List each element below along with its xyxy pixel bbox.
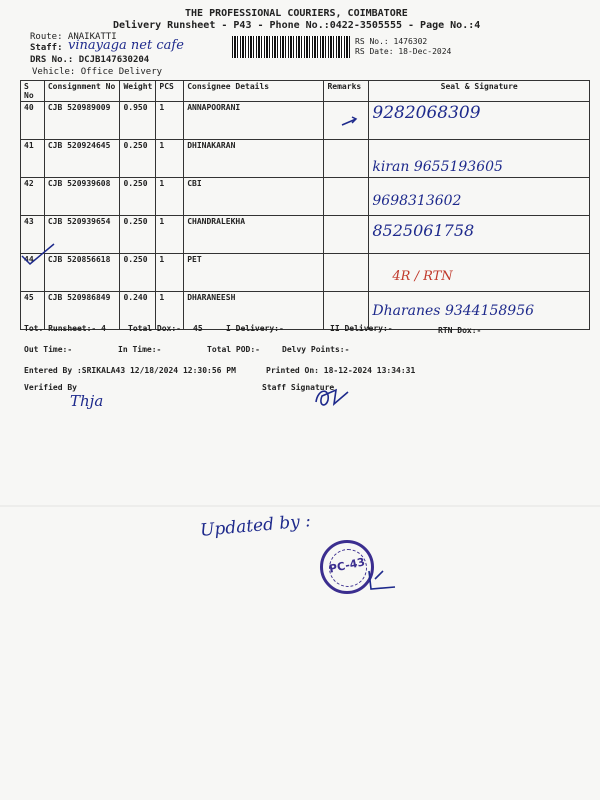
row-weight: 0.250 <box>120 254 156 292</box>
runsheet-table <box>20 80 590 330</box>
row-remarks <box>324 254 369 292</box>
row-sno: 44 <box>21 254 45 292</box>
row-consignee: CBI <box>184 178 324 216</box>
row-consignment: CJB 520986849 <box>44 292 120 330</box>
col-remarks: Remarks <box>324 81 369 102</box>
row-pcs: 1 <box>156 140 184 178</box>
row-consignee: DHINAKARAN <box>184 140 324 178</box>
row-consignment: CJB 520924645 <box>44 140 120 178</box>
total-dox-label: Total Dox:- <box>128 324 181 333</box>
signature-handwritten: 9282068309 <box>372 103 481 123</box>
row-pcs: 1 <box>156 292 184 330</box>
company-name: THE PROFESSIONAL COURIERS, COIMBATORE <box>185 8 408 19</box>
staff-signature-label: Staff Signature <box>262 383 335 392</box>
rs-date: RS Date: 18-Dec-2024 <box>355 47 452 56</box>
col-sno: S No <box>21 81 45 102</box>
table-header-row <box>21 81 590 102</box>
row-signature <box>369 140 590 178</box>
col-pcs: PCS <box>156 81 184 102</box>
signature-handwritten: 9698313602 <box>372 193 462 209</box>
in-time: In Time:- <box>118 345 162 354</box>
updated-by-note: Updated by : <box>199 511 312 541</box>
staff-label: Staff: <box>30 43 63 53</box>
route-label: Route: ANAIKATTI <box>30 32 117 42</box>
row-weight: 0.250 <box>120 178 156 216</box>
barcode <box>232 36 350 58</box>
table-row <box>21 216 590 254</box>
total-dox-value: 45 <box>193 324 203 333</box>
row-pcs: 1 <box>156 216 184 254</box>
rtn-dox: RTN Dox:- <box>438 326 482 335</box>
row-consignment: CJB 520856618 <box>44 254 120 292</box>
row-signature <box>369 102 590 140</box>
row-sno: 42 <box>21 178 45 216</box>
row-signature <box>369 178 590 216</box>
drs-number: DRS No.: DCJB147630204 <box>30 55 150 65</box>
col-consignment: Consignment No <box>44 81 120 102</box>
row-sno: 45 <box>21 292 45 330</box>
row-signature <box>369 216 590 254</box>
printed-on: Printed On: 18-12-2024 13:34:31 <box>266 366 416 375</box>
row-consignment: CJB 520989009 <box>44 102 120 140</box>
runsheet-title: Delivery Runsheet - P43 - Phone No.:0422-3505555 - Page No.:4 <box>113 20 481 31</box>
col-seal-signature: Seal & Signature <box>369 81 590 102</box>
ii-delivery: II Delivery:- <box>330 324 393 333</box>
col-consignee: Consignee Details <box>184 81 324 102</box>
signature-handwritten: 4R / RTN <box>392 269 453 284</box>
row-weight: 0.950 <box>120 102 156 140</box>
arrow-mark-icon <box>340 115 360 131</box>
row-remarks <box>324 178 369 216</box>
col-weight: Weight <box>120 81 156 102</box>
total-pod: Total POD:- <box>207 345 260 354</box>
vehicle-label: Vehicle: Office Delivery <box>32 67 163 77</box>
row-remarks <box>324 216 369 254</box>
signature-handwritten: Dharanes 9344158956 <box>372 303 535 319</box>
row-signature <box>369 292 590 330</box>
check-mark-icon <box>18 240 58 270</box>
row-consignee: ANNAPOORANI <box>184 102 324 140</box>
staff-handwritten: vinayaga net cafe <box>68 38 184 53</box>
table-row <box>21 140 590 178</box>
row-weight: 0.240 <box>120 292 156 330</box>
row-consignment: CJB 520939608 <box>44 178 120 216</box>
delivery-points: Delvy Points:- <box>282 345 350 354</box>
row-consignment: CJB 520939654 <box>44 216 120 254</box>
entered-by: Entered By :SRIKALA43 12/18/2024 12:30:56 PM <box>24 366 236 375</box>
row-consignee: PET <box>184 254 324 292</box>
row-remarks <box>324 140 369 178</box>
row-signature <box>369 254 590 292</box>
stamp-text: PC-43 <box>327 555 367 576</box>
row-consignee: DHARANEESH <box>184 292 324 330</box>
row-sno: 41 <box>21 140 45 178</box>
total-runsheet: Tot. Runsheet:- 4 <box>24 324 106 333</box>
out-time: Out Time:- <box>24 345 73 354</box>
row-sno: 40 <box>21 102 45 140</box>
row-sno: 43 <box>21 216 45 254</box>
signature-handwritten: kiran 9655193605 <box>372 159 503 175</box>
row-consignee: CHANDRALEKHA <box>184 216 324 254</box>
row-weight: 0.250 <box>120 216 156 254</box>
table-row <box>21 178 590 216</box>
verified-signature: Thja <box>70 392 104 410</box>
table-row <box>21 102 590 140</box>
paper-crease <box>0 505 600 507</box>
stamp-initial-scribble <box>365 565 405 595</box>
rs-number: RS No.: 1476302 <box>355 37 428 46</box>
row-pcs: 1 <box>156 254 184 292</box>
verified-by-label: Verified By <box>24 383 77 392</box>
i-delivery: I Delivery:- <box>226 324 284 333</box>
row-pcs: 1 <box>156 178 184 216</box>
row-weight: 0.250 <box>120 140 156 178</box>
signature-handwritten: 8525061758 <box>372 221 475 240</box>
staff-signature-scribble <box>310 384 354 410</box>
table-row <box>21 254 590 292</box>
row-pcs: 1 <box>156 102 184 140</box>
